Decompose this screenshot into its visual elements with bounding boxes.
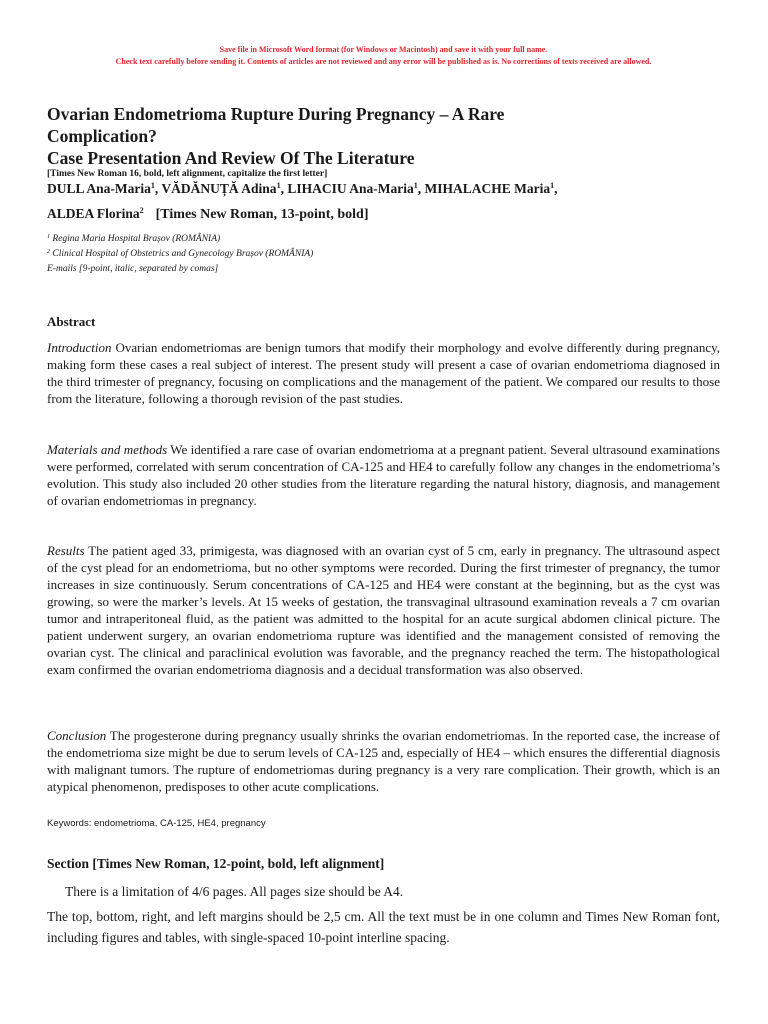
introduction-label: Introduction xyxy=(47,340,112,355)
affiliation-ref: 2 xyxy=(139,206,144,215)
abstract-introduction: Introduction Ovarian endometriomas are benign tumors that modify their morphology and evolve differently during pregnancy, making form these cases a real subject of interest. The present study will present a case of ovarian endometrioma diagnosed in the third trimester of pregnancy, focusing on complications and the management of the patient. We compared our results to those from the literature, following a thorough revision of the past studies. xyxy=(47,340,720,406)
author-dull: DULL Ana-Maria xyxy=(47,181,151,196)
affiliation-ref: 1 xyxy=(150,181,155,190)
affiliation-ref: 1 xyxy=(550,181,555,190)
author-vadanuta: VĂDĂNUȚĂ Adina xyxy=(161,181,277,196)
abstract-results: Results The patient aged 33, primigesta, was diagnosed with an ovarian cyst of 5 cm, early in pregnancy. The ultrasound aspect of the cyst plead for an endometrioma, but no other symptoms were recorded. During the first trimester of pregnancy, the tumor increases in size continuously. Serum concentrations of CA-125 and HE4 were constant at the beginning, but as the cyst was growing, so were the marker’s levels. At 15 weeks of gestation, the transvaginal ultrasound examination reveals a 7 cm ovarian tumor and intraperitoneal fluid, as the patient was admitted to the hospital for an acute surgical abdomen clinical picture. The patient underwent surgery, an ovarian endometrioma rupture was identified and the management consisted of removing the ovarian cyst. The clinical and paraclinical evolution was favorable, and the pregnancy reached the term. The histopathological exam confirmed the ovarian endometrioma diagnosis and a decidual transformation was also observed. xyxy=(47,543,720,677)
author-lihaciu: LIHACIU Ana-Maria xyxy=(287,181,414,196)
affiliation-1: $^1$ Regina Maria Hospital Brașov (ROMÂNIA) xyxy=(47,234,221,244)
paper-title-line-1: Ovarian Endometrioma Rupture During Pregnancy – A Rare xyxy=(47,104,505,124)
format-notice-line-1: Save file in Microsoft Word format (for Windows or Macintosh) and save it with your full name. xyxy=(219,45,548,54)
affiliation-2: $^2$ Clinical Hospital of Obstetrics and Gynecology Brașov (ROMÂNIA) xyxy=(47,249,314,259)
body-text-line-1: There is a limitation of 4/6 pages. All pages size should be A4. xyxy=(65,884,404,899)
affiliation-ref: 1 xyxy=(276,181,281,190)
abstract-methods: Materials and methods We identified a rare case of ovarian endometrioma at a pregnant patient. Several ultrasound examinations were performed, correlated with serum concentration of CA-125 and HE4 to carefully follow any changes in the endometrioma’s evolution. This study also included 20 other studies from the literature regarding the natural history, diagnosis, and management of ovarian endometriomas in pregnancy. xyxy=(47,442,720,508)
abstract-conclusion: Conclusion The progesterone during pregnancy usually shrinks the ovarian endometriomas. In the reported case, the increase of the endometrioma size might be due to serum levels of CA-125 and, especially of HE4 – which ensures the differential diagnosis with malignant tumors. The rupture of endometriomas during pregnancy is a very rare complication. Their growth, which is an atypical phenomenon, predisposes to other acute complications. xyxy=(47,728,720,794)
paper-title-line-2: Complication? xyxy=(47,126,157,146)
affiliation-ref: 1 xyxy=(413,181,418,190)
format-notice-line-2: Check text carefully before sending it. Contents of articles are not reviewed and any error will be published as is. No corrections of texts received are allowed. xyxy=(115,57,652,66)
author-aldea: ALDEA Florina xyxy=(47,206,140,221)
conclusion-label: Conclusion xyxy=(47,728,107,743)
title-format-note: [Times New Roman 16, bold, left alignment, capitalize the first letter] xyxy=(47,169,328,179)
keywords: Keywords: endometrioma, CA-125, HE4, pregnancy xyxy=(47,818,266,829)
abstract-heading: Abstract xyxy=(47,314,96,329)
body-text-paragraph: The top, bottom, right, and left margins should be 2,5 cm. All the text must be in one column and Times New Roman font, including figures and tables, with single-spaced 10-point interline spacing. xyxy=(47,909,720,945)
emails-note: E-mails [9-point, italic, separated by comas] xyxy=(47,264,219,274)
section-heading: Section [Times New Roman, 12-point, bold, left alignment] xyxy=(47,856,385,871)
paper-subtitle: Case Presentation And Review Of The Literature xyxy=(47,148,415,168)
author-mihalache: MIHALACHE Maria xyxy=(424,181,551,196)
authors-line-2 xyxy=(47,205,369,224)
methods-label: Materials and methods xyxy=(47,442,168,457)
results-label: Results xyxy=(47,543,85,558)
authors-format-note: [Times New Roman, 13-point, bold] xyxy=(155,207,369,222)
authors-line-1: DULL Ana-Maria$^1$, VĂDĂNUȚĂ Adina$^1$, LIHACIU Ana-Maria$^1$, MIHALACHE Maria$^1$, xyxy=(47,181,558,196)
